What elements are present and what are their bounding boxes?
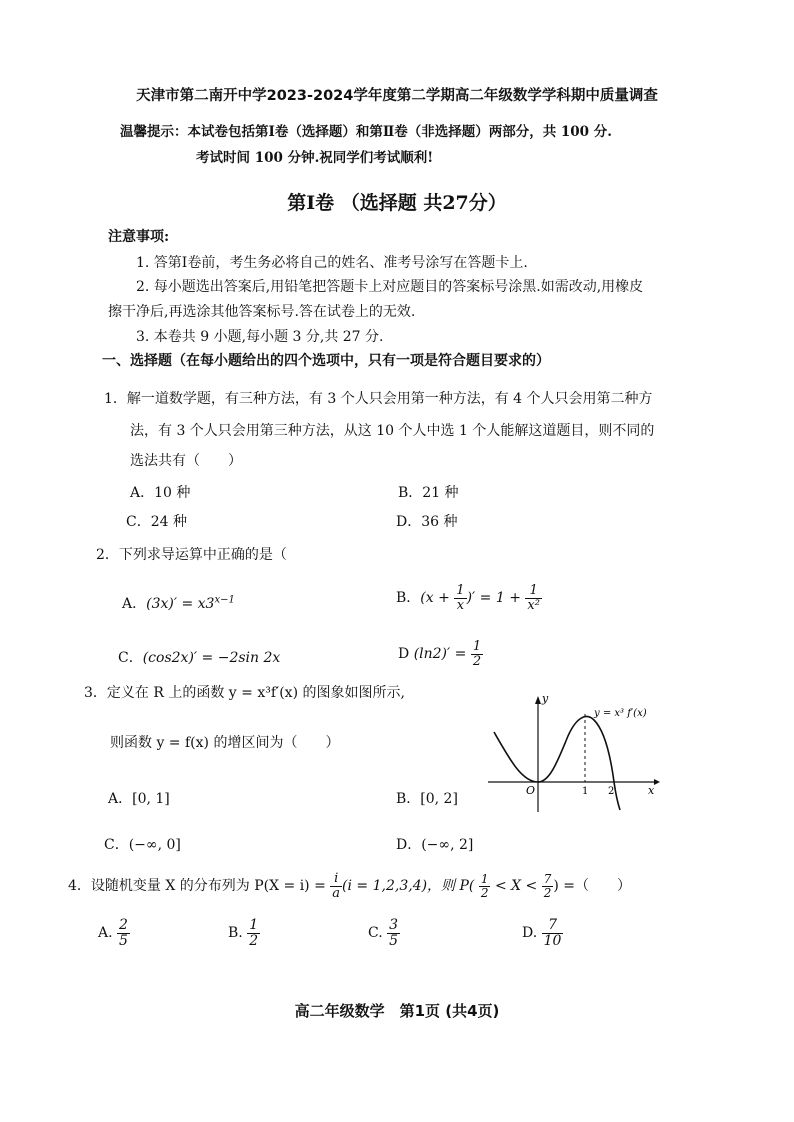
- note-2b: 擦干净后,再选涂其他答案标号.答在试卷上的无效.: [108, 304, 416, 320]
- q4-frac-a: a: [332, 885, 341, 901]
- x-axis-label: x: [648, 784, 655, 797]
- note-3: 3. 本卷共 9 小题,每小题 3 分,共 27 分.: [136, 329, 384, 345]
- q3-stem: 3．定义在 R 上的函数 y = x³f′(x) 的图象如图所示,: [84, 685, 405, 701]
- q4-option-a: [98, 918, 130, 948]
- q2-option-b-frac-num: 1: [456, 583, 465, 598]
- page-footer: 高二年级数学 第1页 (共4页): [294, 1002, 500, 1020]
- q1-line-1: 1．解一道数学题，有三种方法，有 3 个人只会用第一种方法，有 4 个人只会用第二种方: [104, 391, 653, 407]
- y-axis-label: y: [542, 692, 549, 705]
- q4-stem: [68, 872, 631, 900]
- q2-option-b-lhs: (x +: [420, 590, 450, 607]
- q2-stem: 2．下列求导运算中正确的是（: [96, 547, 287, 563]
- exam-header: 天津市第二南开中学2023-2024学年度第二学期高二年级数学学科期中质量调查: [136, 88, 658, 104]
- q4-option-b-num: 1: [249, 917, 259, 933]
- q4-half-den: 2: [480, 885, 489, 900]
- tick-label-2: 2: [608, 786, 615, 797]
- curve-path: [494, 717, 620, 810]
- q4-option-c: [368, 918, 400, 948]
- note-2a: 2. 每小题选出答案后,用铅笔把答题卡上对应题目的答案标号涂黑.如需改动,用橡皮: [136, 279, 644, 295]
- q2-option-b-frac2-den: x²: [527, 597, 540, 613]
- y-axis-arrow: [535, 696, 541, 704]
- q4-half-num: 1: [480, 872, 489, 887]
- q3-option-c: C．(−∞, 0]: [104, 837, 181, 853]
- q4-option-d-num: 7: [542, 918, 564, 934]
- note-1: 1. 答第Ⅰ卷前，考生务必将自己的姓名、准考号涂写在答题卡上.: [136, 255, 528, 271]
- q3-option-d: D．(−∞, 2]: [396, 837, 474, 853]
- section-title: 第Ⅰ卷 （选择题 共27分）: [287, 192, 507, 214]
- q1-line-2: 法，有 3 个人只会用第三种方法，从这 10 个人中选 1 个人能解这道题目，则不同的: [130, 423, 655, 439]
- q2-option-a: [122, 593, 235, 613]
- q2-option-d-label: D: [398, 646, 410, 663]
- q2-option-b-label: B．: [396, 590, 421, 607]
- q2-option-d-den: 2: [472, 653, 482, 669]
- q1-option-d: D．36 种: [396, 514, 458, 530]
- q3-ask: 则函数 y = f(x) 的增区间为（ ）: [110, 735, 340, 751]
- q3-option-b: B．[0, 2]: [396, 791, 458, 807]
- q4-option-d: [522, 918, 563, 948]
- q2-option-b-frac2-num: 1: [525, 584, 542, 599]
- q4-option-d-label: D.: [522, 925, 538, 942]
- origin-label: O: [526, 784, 536, 797]
- q4-stem-pre: 4．设随机变量 X 的分布列为 P(X = i) =: [68, 878, 326, 895]
- q4-option-c-num: 3: [389, 917, 399, 933]
- q4-frac-i: i: [330, 872, 342, 887]
- q4-stem-mid: (i = 1,2,3,4)，则 P(: [342, 878, 475, 895]
- q2-option-d: [398, 640, 483, 668]
- q1-option-b: B．21 种: [398, 485, 459, 501]
- x-axis-arrow: [654, 779, 660, 785]
- q2-option-c-label: C．: [118, 650, 143, 666]
- q4-72-den: 2: [543, 885, 552, 900]
- tip-line-1: 温馨提示：本试卷包括第Ⅰ卷（选择题）和第Ⅱ卷（非选择题）两部分，共 100 分.: [120, 124, 612, 140]
- q4-option-a-num: 2: [119, 917, 128, 933]
- q4-option-b-label: B.: [228, 925, 243, 942]
- q4-72-num: 7: [543, 872, 552, 887]
- notes-heading: 注意事项:: [108, 229, 170, 245]
- q4-stem-lt: < X <: [494, 878, 538, 895]
- q2-option-b: [396, 584, 542, 612]
- q3-graph: [484, 690, 664, 816]
- q4-option-d-den: 10: [543, 932, 562, 949]
- q4-option-b-den: 2: [249, 932, 259, 949]
- q2-option-b-frac-den: x: [456, 597, 465, 613]
- q2-option-c-formula: (cos2x)′ = −2sin 2x: [142, 650, 281, 666]
- curve-label: y = x³ f′(x): [594, 708, 647, 719]
- q2-option-b-mid: )′ = 1 +: [466, 590, 521, 607]
- part-one-title: 一、选择题（在每小题给出的四个选项中，只有一项是符合题目要求的）: [102, 353, 550, 369]
- q1-option-a: A．10 种: [130, 485, 191, 501]
- q4-option-c-label: C.: [368, 925, 383, 942]
- q4-option-a-den: 5: [119, 932, 128, 949]
- q2-option-a-exponent: x−1: [214, 594, 235, 606]
- q4-option-a-label: A.: [98, 925, 113, 942]
- tick-label-1: 1: [582, 786, 589, 797]
- q2-option-a-label: A．: [122, 596, 147, 612]
- q2-option-d-num: 1: [472, 639, 482, 654]
- q2-option-a-formula: (3x)′ = x3: [146, 596, 215, 612]
- q2-option-d-formula: (ln2)′ =: [413, 646, 467, 663]
- q4-option-b: [228, 918, 260, 948]
- q1-option-c: C．24 种: [126, 514, 187, 530]
- q4-option-c-den: 5: [389, 932, 399, 949]
- q4-stem-end: ) =（ ）: [553, 878, 632, 895]
- q1-line-3: 选法共有（ ）: [130, 453, 242, 469]
- q2-option-c: [118, 647, 280, 667]
- tip-line-2: 考试时间 100 分钟.祝同学们考试顺利!: [196, 150, 434, 166]
- q3-option-a: A．[0, 1]: [108, 791, 170, 807]
